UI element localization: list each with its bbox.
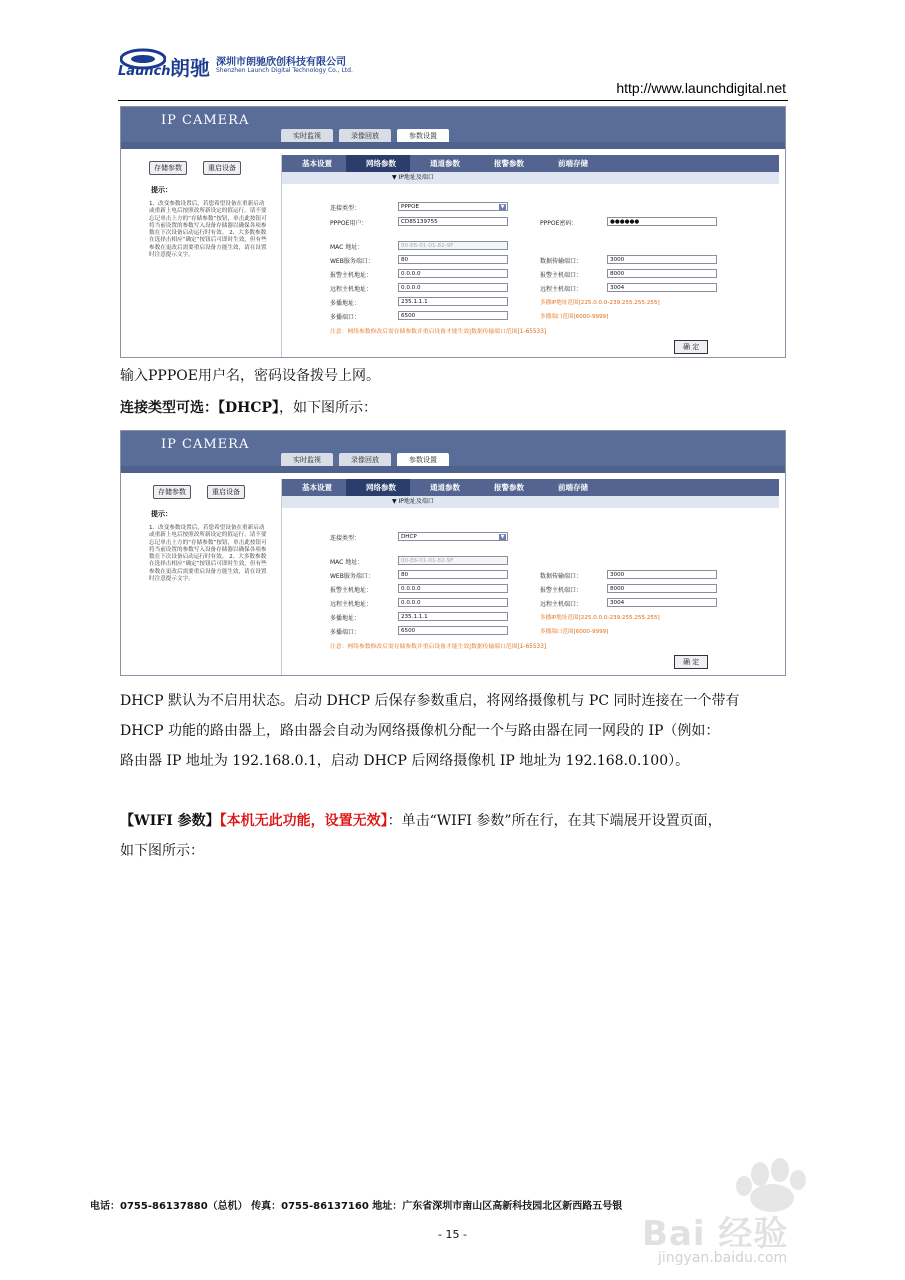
watermark-brand: Bai 经验 (642, 1214, 789, 1254)
alarm-port-input[interactable]: 8000 (607, 269, 717, 278)
save-params-button[interactable]: 存储参数 (153, 485, 191, 499)
data-port-input[interactable]: 3000 (607, 255, 717, 264)
conn-type-select[interactable]: DHCP ▼ (398, 532, 508, 541)
conn-type-text: ，如下图所示： (279, 400, 378, 416)
settings-nav (282, 155, 779, 172)
mac-label: MAC 地址： (330, 559, 364, 566)
alarm-addr-label: 报警主机地址： (330, 587, 373, 594)
company-name-en: Shenzhen Launch Digital Technology Co., Ltd. (216, 67, 353, 74)
nav-basic[interactable]: 基本设置 (302, 483, 332, 492)
restart-button[interactable]: 重启设备 (203, 161, 241, 175)
ok-button[interactable]: 确 定 (674, 340, 708, 354)
footer-contact: 电话：0755-86137880（总机） 传真：0755-86137160 地址：广东省深圳市南山区高新科技园北区新西路五号银 (90, 1201, 623, 1212)
nav-channel[interactable]: 通道参数 (430, 159, 460, 168)
mcast-addr-label: 多播地址： (330, 615, 361, 622)
nav-network[interactable]: 网络参数 (346, 479, 410, 496)
chevron-down-icon: ▼ (500, 204, 505, 210)
nav-storage[interactable]: 前端存储 (558, 483, 588, 492)
tab-settings[interactable]: 参数设置 (397, 453, 449, 466)
remote-port-label: 远程主机端口： (540, 601, 583, 608)
mcast-addr-input[interactable]: 235.1.1.1 (398, 612, 508, 621)
conn-type-select[interactable]: PPPOE ▼ (398, 202, 508, 211)
tips-title: 提示： (151, 510, 172, 518)
camera-title: IP CAMERA (161, 113, 250, 128)
left-panel (121, 149, 281, 357)
conn-type-label: 连接类型： (330, 205, 361, 212)
alarm-port-input[interactable]: 8000 (607, 584, 717, 593)
nav-channel[interactable]: 通道参数 (430, 483, 460, 492)
website-url[interactable]: http://www.launchdigital.net (616, 80, 786, 96)
nav-network[interactable]: 网络参数 (346, 155, 410, 172)
nav-storage[interactable]: 前端存储 (558, 159, 588, 168)
page-header (118, 40, 788, 102)
paragraph-conn-type (120, 398, 788, 418)
tab-live[interactable]: 实时监视 (281, 453, 333, 466)
mcast-addr-hint: 多播IP地址范围[225.0.0.0-239.255.255.255] (540, 615, 660, 621)
tab-playback[interactable]: 录像回放 (339, 453, 391, 466)
settings-nav (282, 479, 779, 496)
chevron-down-icon: ▼ (500, 534, 505, 540)
conn-type-heading: 连接类型可选：【DHCP】 (120, 400, 280, 416)
tab-live[interactable]: 实时监视 (281, 129, 333, 142)
paragraph-dhcp (120, 686, 788, 776)
pppoe-user-label: PPPOE用户： (330, 220, 368, 227)
save-params-button[interactable]: 存储参数 (149, 161, 187, 175)
logo-text-cn: 朗驰 (170, 56, 210, 80)
web-port-label: WEB服务端口： (330, 258, 374, 265)
mac-input: 00-E6-01-01-82-9F (398, 241, 508, 250)
tips-text: 1、改变参数设置后，若您希望设备在重新启动或重新上电后按照改所新设定的值运行，请不要忘记单击上方的“存储参数”按钮，单击此按钮可将当前设置的参数写入设备存储器以确保各项参数在下次设备启动运行时有效。 2、大多数参数在选择击相应“确定”按钮后可即时生效，但有些参数在更改后需要重启设备方能生效，请在设置时注意提示文字。 (149, 525, 267, 583)
mcast-port-input[interactable]: 6500 (398, 311, 508, 320)
nav-alarm[interactable]: 报警参数 (494, 159, 524, 168)
wifi-line-2: 如下图所示： (120, 843, 204, 859)
web-port-input[interactable]: 80 (398, 255, 508, 264)
nav-basic[interactable]: 基本设置 (302, 159, 332, 168)
remote-addr-input[interactable]: 0.0.0.0 (398, 598, 508, 607)
camera-topbar (121, 431, 785, 466)
alarm-addr-label: 报警主机地址： (330, 272, 373, 279)
conn-type-label: 连接类型： (330, 535, 361, 542)
pppoe-pwd-input[interactable]: ●●●●●● (607, 217, 717, 226)
settings-panel (281, 155, 779, 357)
wifi-text: ：单击“WIFI 参数”所在行，在其下端展开设置页面， (387, 813, 722, 829)
camera-topbar (121, 107, 785, 142)
tips-text: 1、改变参数设置后，若您希望设备在重新启动或重新上电后按照改所新设定的值运行，请不要忘记单击上方的“存储参数”按钮，单击此按钮可将当前设置的参数写入设备存储器以确保各项参数在下次设备启动运行时有效。 2、大多数参数在选择击相应“确定”按钮后可即时生效，但有些参数在更改后需要重启设备方能生效，请在设置时注意提示文字。 (149, 201, 267, 259)
nav-alarm[interactable]: 报警参数 (494, 483, 524, 492)
mcast-port-label: 多播端口： (330, 314, 361, 321)
tab-underbar (121, 466, 785, 473)
ok-button[interactable]: 确 定 (674, 655, 708, 669)
wifi-warning: 【本机无此功能，设置无效】 (219, 813, 388, 829)
mac-input: 00-E6-01-01-82-9F (398, 556, 508, 565)
data-port-input[interactable]: 3000 (607, 570, 717, 579)
network-note: 注意：网络参数修改后需存储参数并重启设备才能生效|数据传输端口范围[1-65533] (330, 644, 547, 650)
alarm-port-label: 报警主机端口： (540, 587, 583, 594)
tab-playback[interactable]: 录像回放 (339, 129, 391, 142)
data-port-label: 数据传输端口： (540, 573, 583, 580)
camera-title: IP CAMERA (161, 437, 250, 452)
alarm-port-label: 报警主机端口： (540, 272, 583, 279)
mcast-addr-input[interactable]: 235.1.1.1 (398, 297, 508, 306)
remote-addr-input[interactable]: 0.0.0.0 (398, 283, 508, 292)
dhcp-line-3: 路由器 IP 地址为 192.168.0.1，启动 DHCP 后网络摄像机 IP 地址为 192.168.0.100）。 (120, 753, 690, 769)
logo-text-en: Launch (118, 64, 171, 79)
paragraph-pppoe: 输入PPPOE用户名，密码设备拨号上网。 (120, 368, 380, 384)
remote-port-input[interactable]: 3004 (607, 598, 717, 607)
dhcp-line-1: DHCP 默认为不启用状态。启动 DHCP 后保存参数重启，将网络摄像机与 PC 同时连接在一个带有 (120, 693, 740, 709)
screenshot-pppoe (120, 106, 786, 358)
mcast-port-hint: 多播端口范围[6000-9999] (540, 629, 609, 635)
tips-title: 提示： (151, 186, 172, 194)
network-note: 注意：网络参数修改后需存储参数并重启设备才能生效|数据传输端口范围[1-65533] (330, 329, 547, 335)
settings-panel (281, 479, 779, 675)
page-number: - 15 - (438, 1228, 467, 1241)
tab-settings[interactable]: 参数设置 (397, 129, 449, 142)
company-name-cn: 深圳市朗驰欣创科技有限公司 (216, 57, 346, 68)
paragraph-wifi (120, 806, 788, 866)
mcast-addr-label: 多播地址： (330, 300, 361, 307)
data-port-label: 数据传输端口： (540, 258, 583, 265)
restart-button[interactable]: 重启设备 (207, 485, 245, 499)
section-ip-port[interactable]: ▼ IP地址及端口 (282, 496, 779, 508)
mcast-addr-hint: 多播IP地址范围[225.0.0.0-239.255.255.255] (540, 300, 660, 306)
remote-addr-label: 远程主机地址： (330, 601, 373, 608)
alarm-addr-input[interactable]: 0.0.0.0 (398, 584, 508, 593)
mcast-port-hint: 多播端口范围[6000-9999] (540, 314, 609, 320)
main-tabs (281, 453, 449, 466)
main-tabs (281, 129, 449, 142)
mcast-port-input[interactable]: 6500 (398, 626, 508, 635)
remote-port-input[interactable]: 3004 (607, 283, 717, 292)
screenshot-dhcp (120, 430, 786, 676)
dhcp-line-2: DHCP 功能的路由器上，路由器会自动为网络摄像机分配一个与路由器在同一网段的 IP（例如： (120, 723, 720, 739)
mcast-port-label: 多播端口： (330, 629, 361, 636)
pppoe-pwd-label: PPPOE密码： (540, 220, 578, 227)
watermark-url: jingyan.baidu.com (658, 1250, 788, 1266)
left-panel (121, 473, 281, 675)
alarm-addr-input[interactable]: 0.0.0.0 (398, 269, 508, 278)
web-port-input[interactable]: 80 (398, 570, 508, 579)
wifi-heading: 【WIFI 参数】 (120, 813, 220, 829)
web-port-label: WEB服务端口： (330, 573, 374, 580)
section-ip-port[interactable]: ▼ IP地址及端口 (282, 172, 779, 184)
pppoe-user-input[interactable]: CD85139755 (398, 217, 508, 226)
remote-addr-label: 远程主机地址： (330, 286, 373, 293)
mac-label: MAC 地址： (330, 244, 364, 251)
remote-port-label: 远程主机端口： (540, 286, 583, 293)
header-divider (118, 100, 788, 101)
tab-underbar (121, 142, 785, 149)
